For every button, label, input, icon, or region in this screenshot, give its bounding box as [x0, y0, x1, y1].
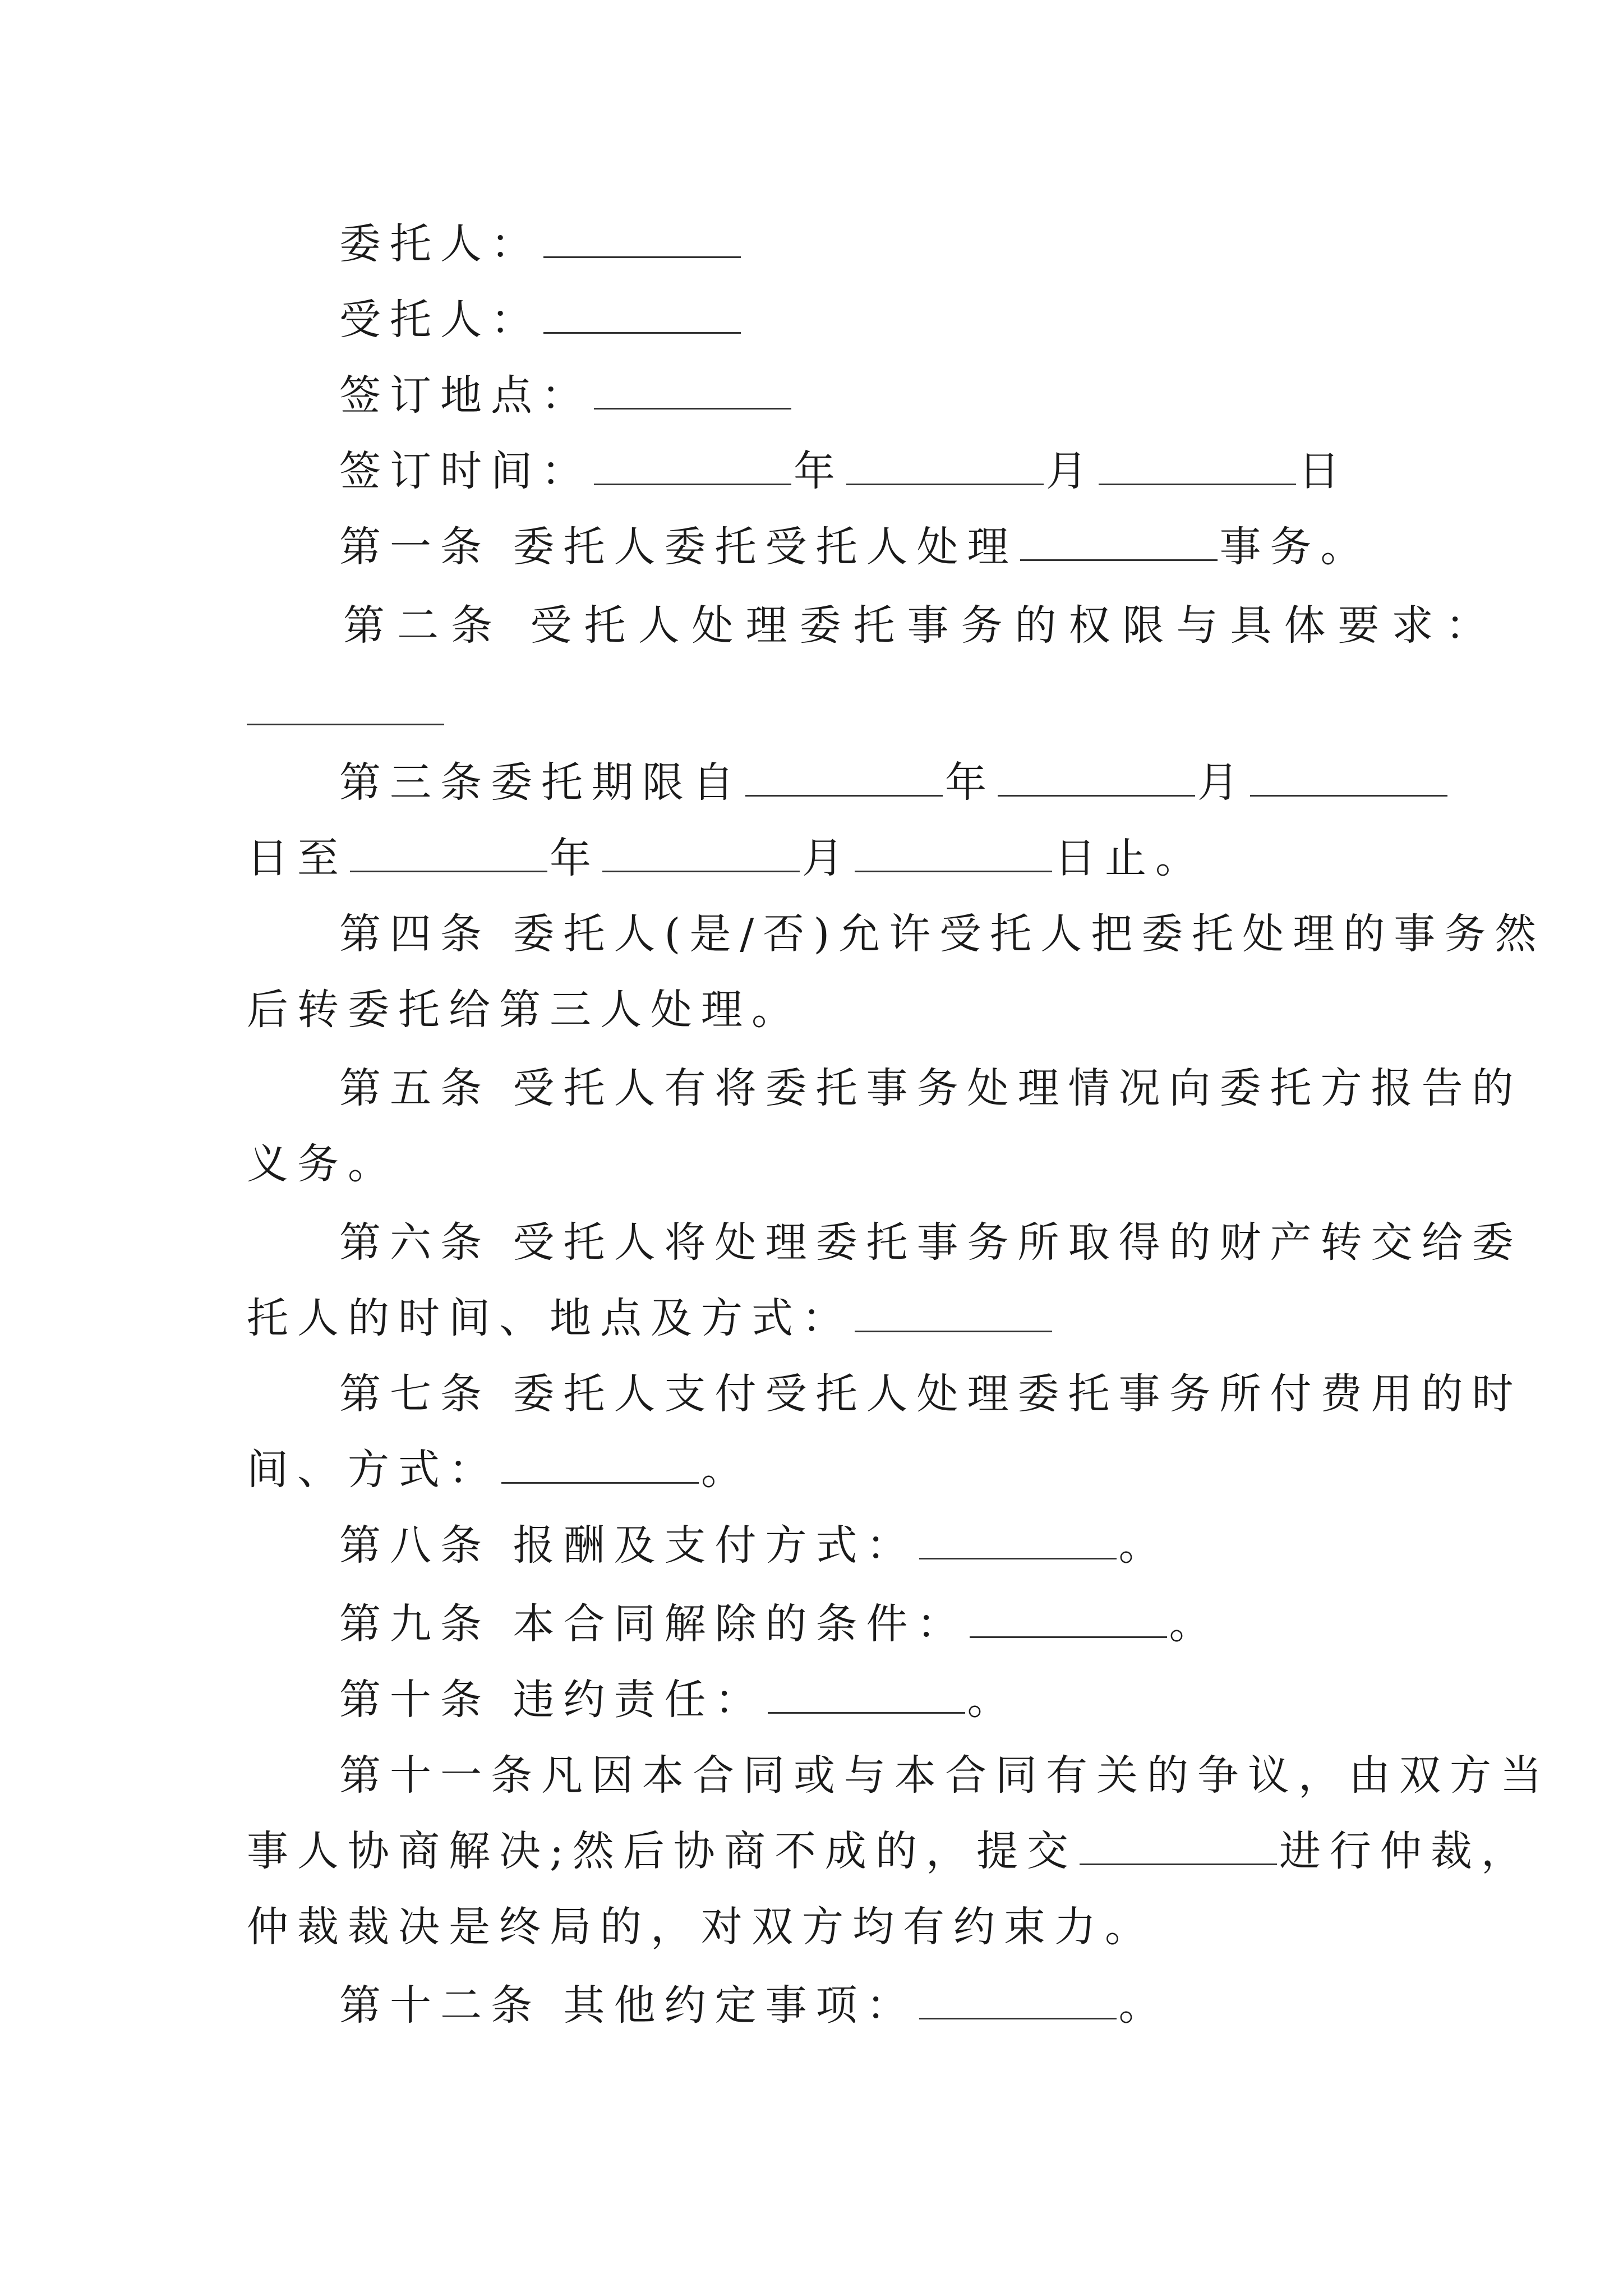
article-11-line-2 — [247, 1820, 1532, 1882]
article-3-year-text: 年 — [945, 758, 995, 807]
article-7-period: 。 — [701, 1446, 751, 1494]
article-4-text-2: 后转委托给第三人处理。 — [247, 986, 802, 1034]
article-4-line-2 — [247, 979, 1396, 1041]
article-6-text-1: 第六条 受托人将处理委托事务所取得的财产转交给委 — [339, 1218, 1523, 1267]
article-5-line-1 — [339, 1057, 1523, 1119]
place-label: 签订地点： — [339, 371, 592, 420]
article-8-period: 。 — [1118, 1521, 1169, 1570]
article-3-end-month-text: 月 — [802, 834, 852, 882]
time-month-blank — [846, 444, 1044, 485]
article-6-text-2: 托人的时间、地点及方式： — [247, 1294, 852, 1342]
article-9-blank — [970, 1597, 1167, 1638]
time-label: 签订时间： — [339, 447, 592, 495]
article-1 — [339, 516, 1489, 578]
article-3-end-text: 日止。 — [1054, 834, 1206, 882]
article-3-year-blank — [745, 756, 943, 797]
article-1-text: 第一条 委托人委托受托人处理 — [339, 523, 1018, 571]
place-blank — [594, 369, 791, 409]
article-3-end-year-text: 年 — [550, 834, 600, 882]
principal-label: 委托人： — [339, 220, 541, 268]
article-11-text-4: 仲裁裁决是终局的，对双方均有约束力。 — [247, 1903, 1155, 1951]
article-2-text: 第二条 受托人处理委托事务的权限与具体要求： — [343, 601, 1500, 650]
article-11-line-1 — [339, 1745, 1551, 1806]
article-3-end-year-blank — [350, 831, 547, 872]
article-4-line-1 — [339, 903, 1546, 965]
article-7-text-2: 间、方式： — [247, 1446, 499, 1494]
time-day-blank — [1099, 444, 1296, 485]
article-3-day-blank — [1250, 756, 1447, 797]
article-8-blank — [919, 1519, 1117, 1559]
article-2 — [343, 595, 1500, 656]
article-7-blank — [501, 1443, 699, 1484]
article-5-text-2: 义务。 — [247, 1140, 398, 1188]
article-3-line-2 — [247, 827, 1396, 889]
article-11-text-2: 事人协商解决;然后协商不成的，提交 — [247, 1827, 1077, 1875]
article-4-text-1: 第四条 委托人(是/否)允许受托人把委托处理的事务然 — [339, 910, 1546, 958]
article-3-text: 第三条委托期限自 — [339, 758, 743, 807]
article-6-line-2 — [247, 1287, 1396, 1349]
article-1-blank — [1020, 520, 1218, 561]
place-line — [339, 365, 1489, 426]
article-6-blank — [855, 1291, 1052, 1332]
article-9-text: 第九条 本合同解除的条件： — [339, 1600, 967, 1648]
article-7-text-1: 第七条 委托人支付受托人处理委托事务所付费用的时 — [339, 1370, 1523, 1418]
article-3-line-1 — [339, 752, 1489, 813]
article-9 — [339, 1593, 1489, 1655]
article-10-period: 。 — [967, 1676, 1018, 1724]
agent-blank — [543, 293, 741, 334]
article-3-to-text: 日至 — [247, 834, 348, 882]
article-12-text: 第十二条 其他约定事项： — [339, 1981, 917, 2030]
article-11-line-3 — [247, 1896, 1396, 1958]
article-11-text-3: 进行仲裁， — [1279, 1827, 1532, 1875]
article-9-period: 。 — [1169, 1600, 1220, 1648]
time-line — [339, 440, 1489, 502]
article-5-line-2 — [247, 1133, 1396, 1195]
article-7-line-1 — [339, 1363, 1523, 1425]
article-12-period: 。 — [1118, 1981, 1169, 2030]
article-12-blank — [919, 1978, 1117, 2019]
article-6-line-1 — [339, 1212, 1523, 1273]
article-3-month-text: 月 — [1197, 758, 1248, 807]
article-7-line-2 — [247, 1439, 1396, 1501]
time-month-text: 月 — [1046, 447, 1096, 495]
article-1-suffix: 事务。 — [1219, 523, 1371, 571]
article-8 — [339, 1515, 1489, 1576]
agent-line — [339, 289, 1489, 351]
agent-label: 受托人： — [339, 296, 541, 344]
article-10-blank — [768, 1673, 965, 1714]
principal-line — [339, 213, 1489, 275]
article-2-blank — [247, 724, 444, 725]
time-day-text: 日 — [1298, 447, 1349, 495]
article-3-month-blank — [998, 756, 1195, 797]
article-3-end-month-blank — [602, 831, 800, 872]
article-5-text-1: 第五条 受托人有将委托事务处理情况向委托方报告的 — [339, 1064, 1523, 1112]
article-10-text: 第十条 违约责任： — [339, 1676, 766, 1724]
article-11-text-1: 第十一条凡因本合同或与本合同有关的争议，由双方当 — [339, 1751, 1551, 1800]
article-11-blank — [1080, 1824, 1277, 1865]
time-year-blank — [594, 444, 791, 485]
principal-blank — [543, 217, 741, 258]
time-year-text: 年 — [794, 447, 844, 495]
article-3-end-day-blank — [855, 831, 1052, 872]
article-8-text: 第八条 报酬及支付方式： — [339, 1521, 917, 1570]
article-12 — [339, 1975, 1489, 2036]
article-10 — [339, 1669, 1489, 1731]
